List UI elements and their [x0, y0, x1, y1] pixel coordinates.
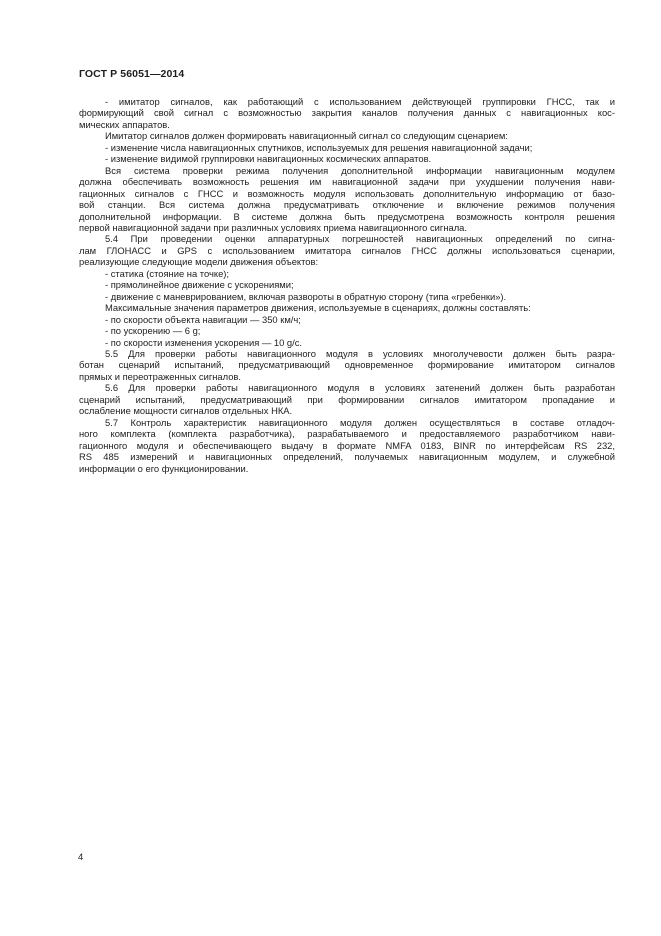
text-line: - прямолинейное движение с ускорениями;	[105, 279, 294, 291]
text-line: - имитатор сигналов, как работающий с использованием действующей группировки ГНСС, так и	[105, 96, 615, 107]
page-number: 4	[78, 852, 84, 863]
text-line: - изменение числа навигационных спутников, используемых для решения навигационной задачи;	[105, 141, 533, 153]
text-line: 5.6 Для проверки работы навигационного модуля в условиях затенений должен быть разработан	[105, 382, 615, 394]
text-line: - изменение видимой группировки навигационных космических аппаратов.	[105, 153, 432, 165]
text-line: - статика (стояние на точке);	[105, 267, 230, 279]
text-line: информации о его функционировании.	[79, 462, 249, 474]
text-line: ного комплекта (комплекта разработчика), разрабатываемого и предоставляемого разработчиком нави-	[79, 428, 615, 440]
text-line: Имитатор сигналов должен формировать навигационный сигнал со следующим сценарием:	[105, 130, 508, 142]
document-header: ГОСТ Р 56051—2014	[79, 68, 185, 80]
text-line: ботан сценарий испытаний, предусматривающий одновременное формирование имитатором сигналов	[79, 359, 615, 371]
text-line: 5.4 При проведении оценки аппаратурных погрешностей навигационных определений по сигна-	[105, 233, 615, 245]
text-line: 5.7 Контроль характеристик навигационного модуля должен осуществляться в составе отладоч-	[105, 416, 615, 428]
text-line: 5.5 Для проверки работы навигационного модуля в условиях многолучевости должен быть разра-	[105, 347, 615, 359]
text-line: Вся система проверки режима получения дополнительной информации навигационным модулем	[105, 164, 615, 176]
text-line: лам ГЛОНАСС и GPS с использованием имитатора сигналов ГНСС должны использоваться сценарии,	[79, 244, 615, 256]
text-line: ослабление мощности сигналов отдельных НКА.	[79, 405, 293, 417]
text-line: Максимальные значения параметров движения, используемые в сценариях, должны составлять:	[105, 302, 531, 314]
text-line: - по скорости изменения ускорения — 10 g/с.	[105, 336, 302, 348]
text-line: вой станции. Вся система должна предусматривать отключение и включение режимов получения	[79, 199, 615, 211]
text-line: прямых и переотраженных сигналов.	[79, 370, 242, 382]
document-body	[79, 96, 615, 474]
text-line: - движение с маневрированием, включая развороты в обратную сторону (типа «гребенки»).	[105, 290, 507, 302]
text-line: реализующие следующие модели движения объектов:	[79, 256, 319, 268]
text-line: должна обеспечивать возможность решения им навигационной задачи при ухудшении получения нави-	[79, 176, 615, 188]
text-line: дополнительной информации. В системе должна быть предусмотрена возможность контроля решения	[79, 210, 615, 222]
text-line: - по ускорению — 6 g;	[105, 325, 201, 337]
text-line: - по скорости объекта навигации — 350 км/ч;	[105, 313, 301, 325]
text-line: RS 485 измерений и навигационных определений, получаемых навигационным модулем, и служебной	[79, 451, 615, 463]
text-line: сценарий испытаний, предусматривающий при формировании сигналов имитатором пропадание и	[79, 393, 615, 405]
text-line: гационного модуля и обеспечивающего выдачу в формате NMFA 0183, BINR по интерфейсам RS 232,	[79, 439, 615, 451]
text-line: формирующий свой сигнал с возможностью закрытия каналов получения данных с навигационных кос-	[79, 107, 615, 119]
text-line: гационных сигналов с ГНСС и возможность модуля использовать дополнительную информацию от базо-	[79, 187, 615, 199]
text-line: мических аппаратов.	[79, 118, 170, 130]
text-line: первой навигационной задачи при различных условиях приема навигационного сигнала.	[79, 221, 467, 233]
